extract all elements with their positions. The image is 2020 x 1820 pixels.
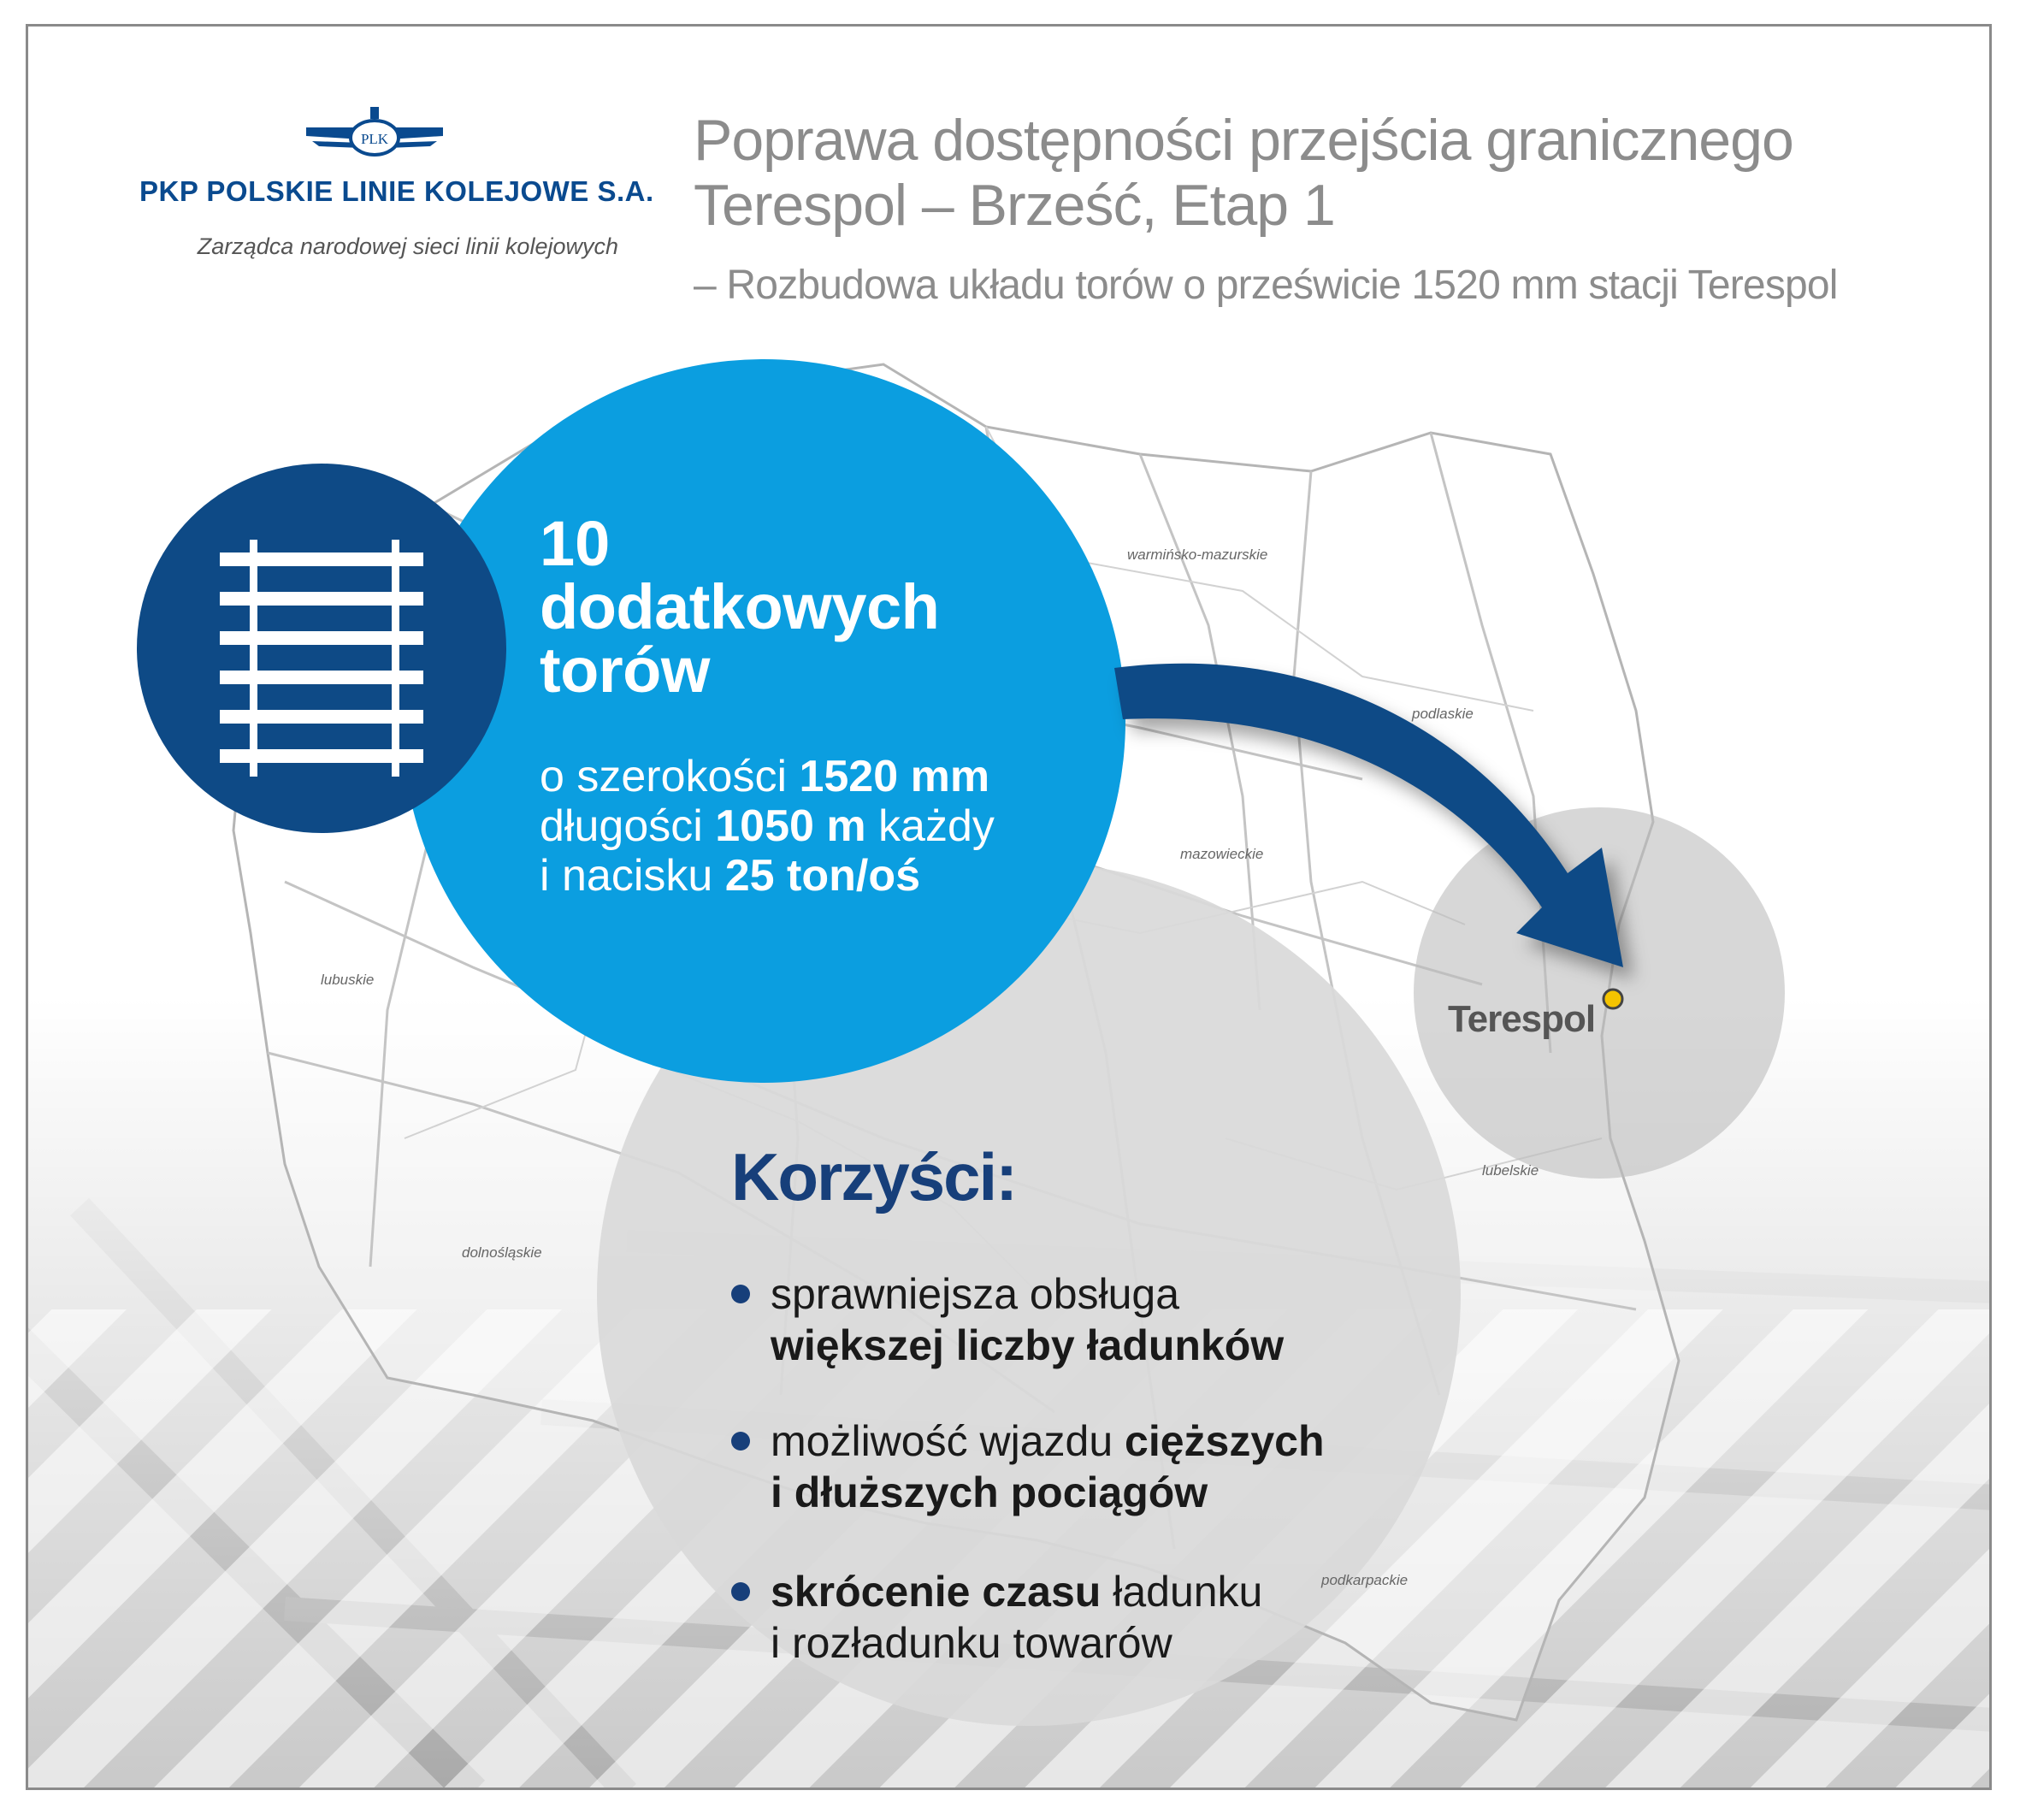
stat-length-line: długości 1050 m każdy [540, 801, 995, 851]
benefit-1-line-1: sprawniejsza obsługa [771, 1270, 1180, 1318]
region-label-podlaskie: podlaskie [1412, 706, 1474, 722]
company-tagline: Zarządca narodowej sieci linii kolejowych [197, 233, 618, 259]
stat-details [540, 752, 995, 901]
benefit-3-line-1: skrócenie czasu ładunku [771, 1568, 1263, 1616]
region-label-podkarpackie: podkarpackie [1321, 1572, 1409, 1588]
page-subtitle: – Rozbudowa układu torów o prześwicie 1520 mm stacji Terespol [694, 263, 1838, 308]
region-label-lubelskie: lubelskie [1482, 1162, 1539, 1179]
region-label-warminsko: warmińsko-mazurskie [1127, 547, 1268, 563]
company-name: PKP POLSKIE LINIE KOLEJOWE S.A. [139, 175, 654, 207]
pkp-plk-logo [139, 103, 654, 259]
region-label-dolnoslaskie: dolnośląskie [462, 1244, 542, 1261]
region-label-lubuskie: lubuskie [321, 972, 375, 988]
infographic-frame [26, 24, 1992, 1790]
title-line-2: Terespol – Brześć, Etap 1 [694, 173, 1335, 238]
stat-width-value: 1520 mm [799, 752, 990, 801]
stat-axle-load-value: 25 ton/oś [724, 851, 921, 901]
benefit-2-line-1: możliwość wjazdu cięższych [771, 1417, 1325, 1465]
bullet-icon [731, 1285, 750, 1303]
benefit-2-line-2: i dłuższych pociągów [771, 1468, 1208, 1516]
terespol-station-label: Terespol [1448, 998, 1596, 1040]
bullet-icon [731, 1582, 750, 1601]
title-line-1: Poprawa dostępności przejścia granicznego [694, 108, 1793, 173]
page-title [694, 108, 1793, 238]
plk-emblem-text: PLK [360, 131, 389, 147]
stat-axle-load-line: i nacisku 25 ton/oś [540, 851, 921, 901]
stat-length-value: 1050 m [715, 801, 866, 851]
plk-winged-emblem [302, 103, 447, 163]
bullet-icon [731, 1432, 750, 1451]
stat-width-line: o szerokości 1520 mm [540, 752, 990, 801]
terespol-marker [1604, 990, 1622, 1008]
benefit-1-line-2: większej liczby ładunków [771, 1321, 1285, 1369]
benefits-title: Korzyści: [731, 1139, 1017, 1214]
region-label-mazowieckie: mazowieckie [1180, 846, 1264, 862]
stat-headline [540, 571, 940, 706]
track-icon-circle [137, 464, 506, 833]
benefit-3-line-2: i rozładunku towarów [771, 1619, 1172, 1667]
stat-headline-line-1: dodatkowych [540, 571, 940, 642]
stat-headline-line-2: torów [540, 635, 710, 706]
stat-circle [402, 359, 1125, 1083]
stat-number: 10 [540, 508, 611, 579]
